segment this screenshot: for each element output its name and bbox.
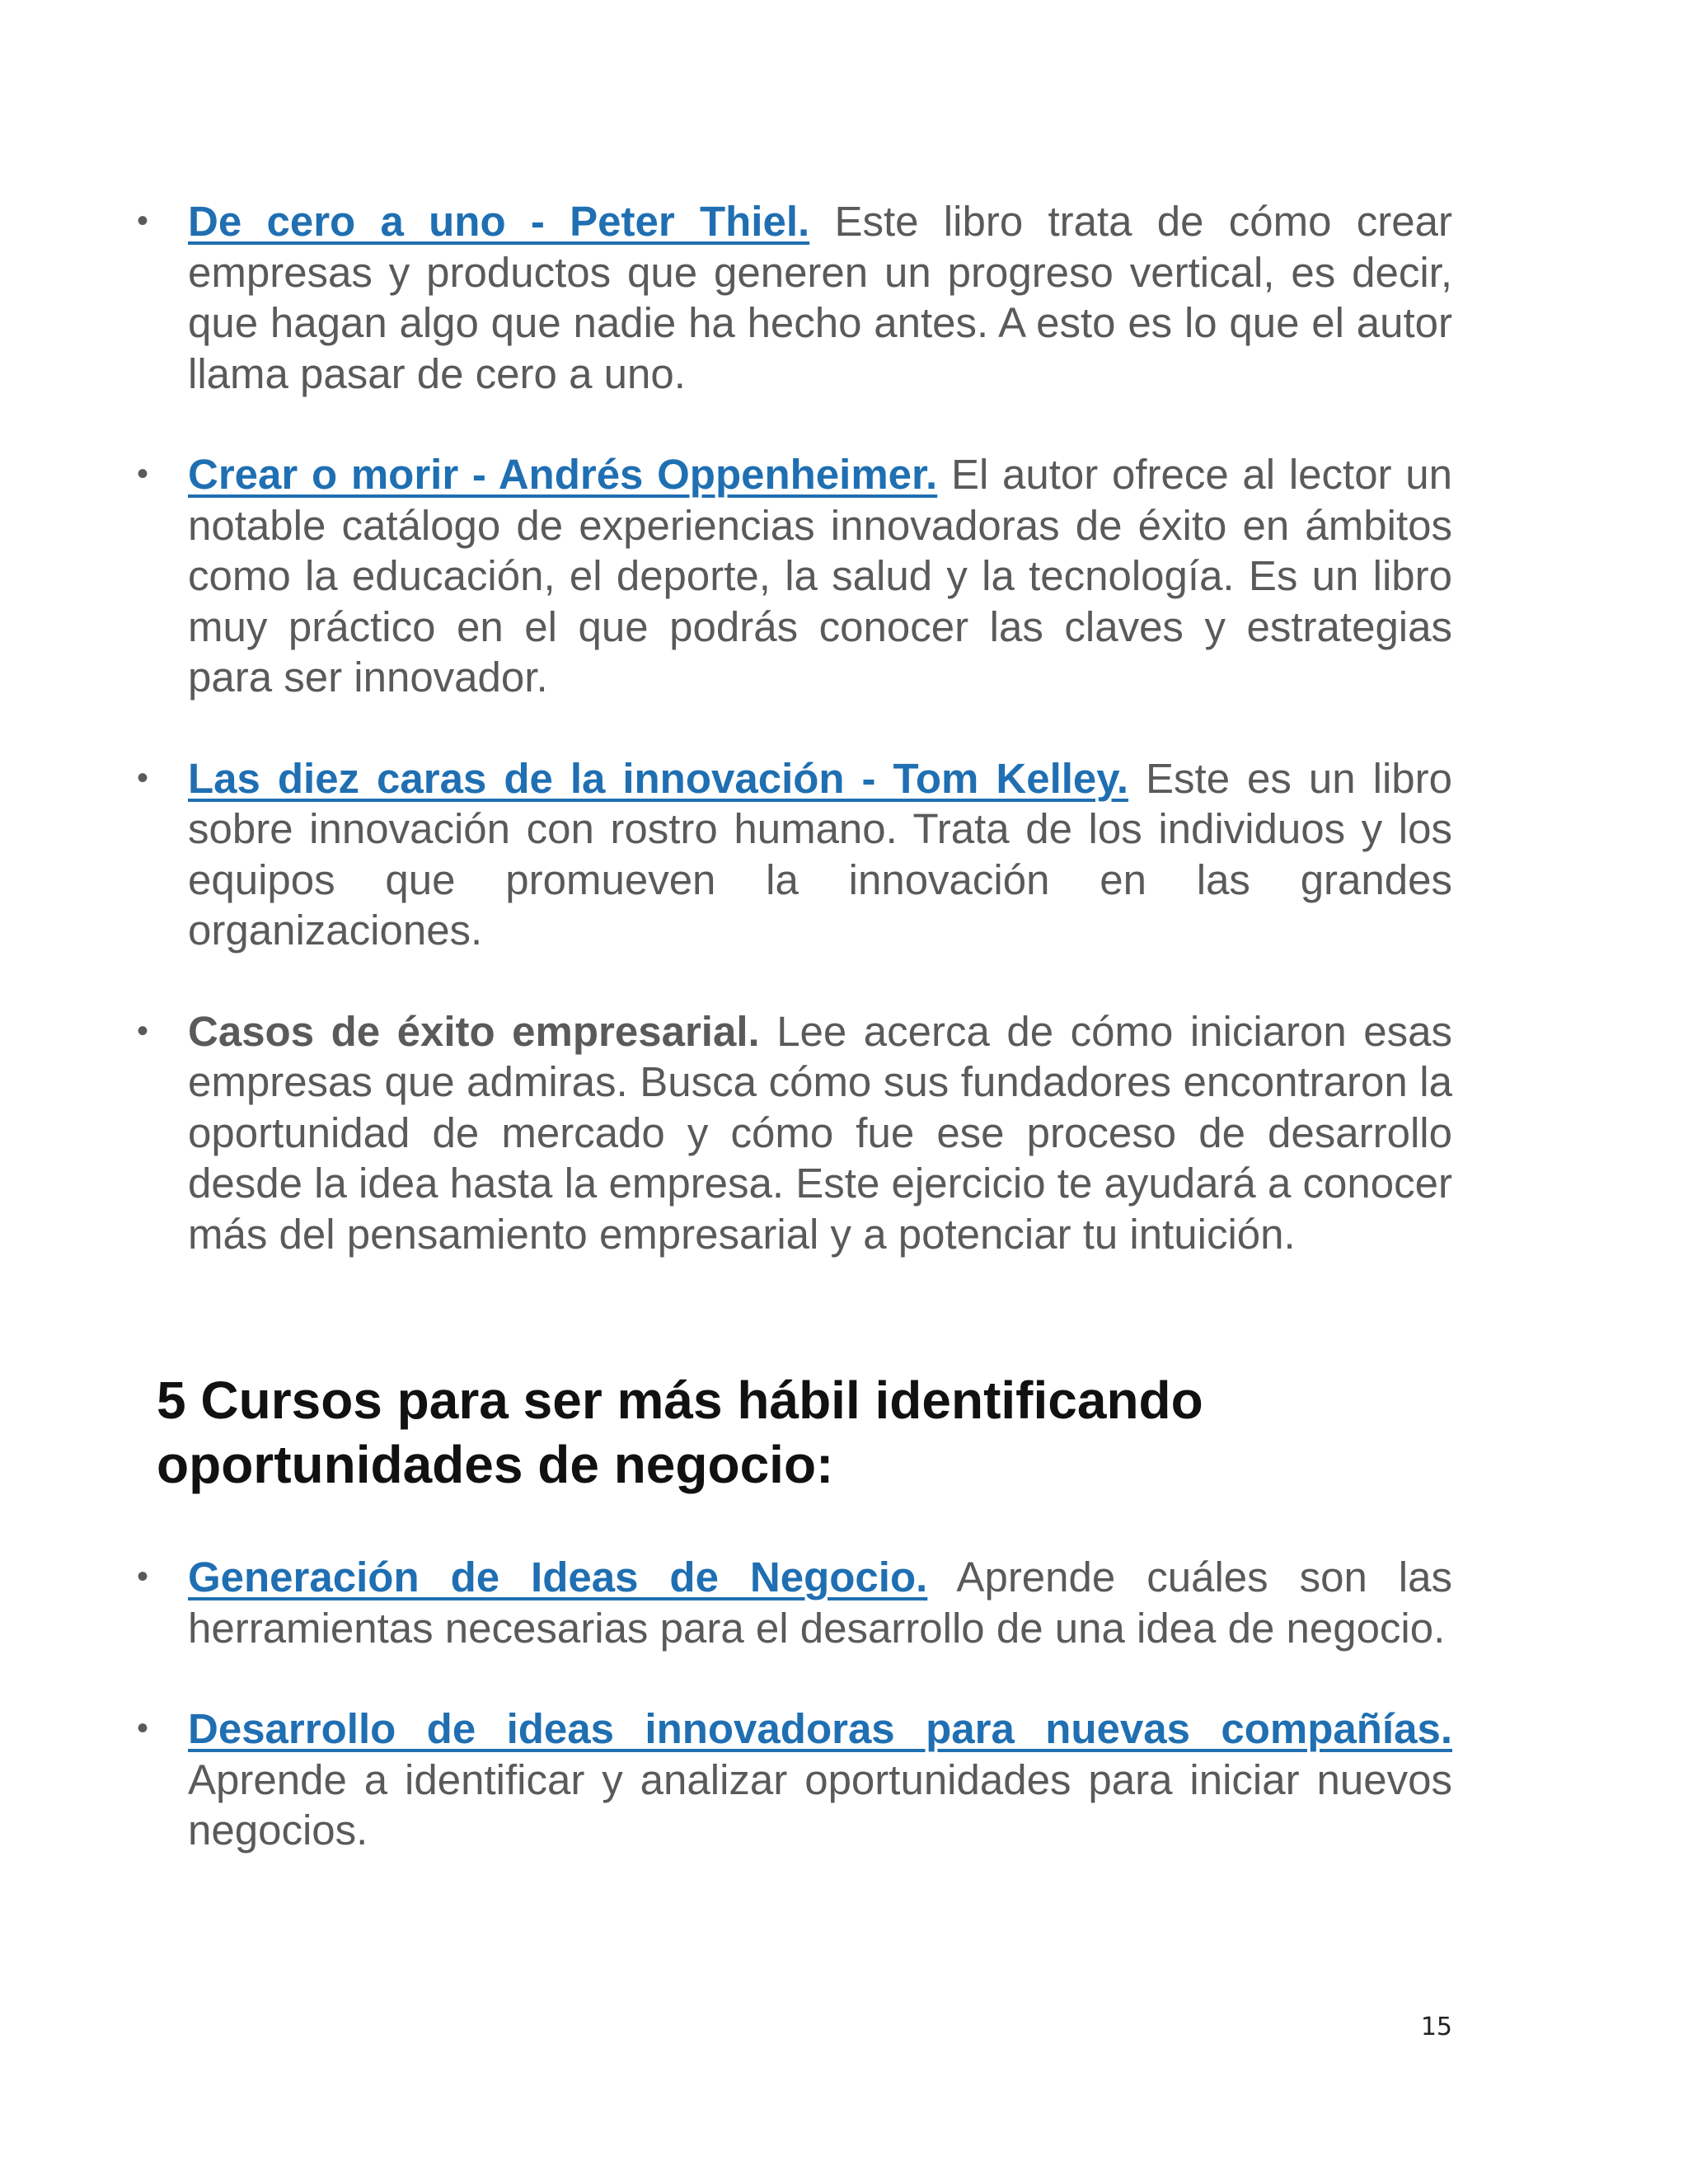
book-description: Este libro trata de cómo crear empresas y productos que generen un progreso vertical, es decir, que hagan algo que nadie ha hecho antes. A esto es lo que el autor llama pasar de cero a uno. [188, 198, 1452, 397]
item-title-casos-de-exito: Casos de éxito empresarial. [188, 1007, 760, 1055]
bullet: • [137, 1710, 149, 1746]
book-link-las-diez-caras[interactable]: Las diez caras de la innovación - Tom Kelley. [188, 754, 1129, 802]
bullet: • [137, 1558, 149, 1595]
book-list [137, 196, 1453, 1310]
list-item [137, 1552, 1452, 1653]
course-list [137, 1552, 1452, 1906]
book-link-crear-o-morir[interactable]: Crear o morir - Andrés Oppenheimer. [188, 451, 938, 498]
book-description: El autor ofrece al lector un notable catálogo de experiencias innovadoras de éxito en ámbitos como la educación, el deporte, la salud y la tecnología. Es un libro muy práctico en el que podrás conocer las claves y estrategias para ser innovador. [188, 451, 1452, 701]
bullet: • [137, 456, 149, 492]
list-item [137, 1006, 1453, 1260]
course-link-desarrollo-de-ideas[interactable]: Desarrollo de ideas innovadoras para nuevas compañías. [188, 1705, 1452, 1752]
bullet: • [137, 1012, 149, 1049]
list-item [137, 449, 1452, 703]
bullet: • [137, 203, 149, 239]
list-item [137, 1704, 1452, 1856]
list-item [137, 753, 1452, 956]
book-description: Este es un libro sobre innovación con rostro humano. Trata de los individuos y los equipos que promueven la innovación en las grandes organizaciones. [188, 754, 1452, 954]
course-description: Aprende a identificar y analizar oportunidades para iniciar nuevos negocios. [188, 1755, 1452, 1854]
list-item [137, 196, 1452, 399]
item-description: Lee acerca de cómo iniciaron esas empresas que admiras. Busca cómo sus fundadores encontraron la oportunidad de mercado y cómo fue ese proceso de desarrollo desde la idea hasta la empresa. Este ejercicio te ayudará a conocer más del pensamiento empresarial y a potenciar tu intuición. [188, 1007, 1453, 1258]
book-link-de-cero-a-uno[interactable]: De cero a uno - Peter Thiel. [188, 198, 810, 245]
bullet: • [137, 759, 149, 796]
course-description: Aprende cuáles son las herramientas necesarias para el desarrollo de una idea de negocio. [188, 1554, 1452, 1652]
section-heading: 5 Cursos para ser más hábil identificando oportunidades de negocio: [157, 1371, 1203, 1494]
course-link-generacion-de-ideas[interactable]: Generación de Ideas de Negocio. [188, 1554, 928, 1601]
page-number: 15 [1420, 2013, 1452, 2041]
